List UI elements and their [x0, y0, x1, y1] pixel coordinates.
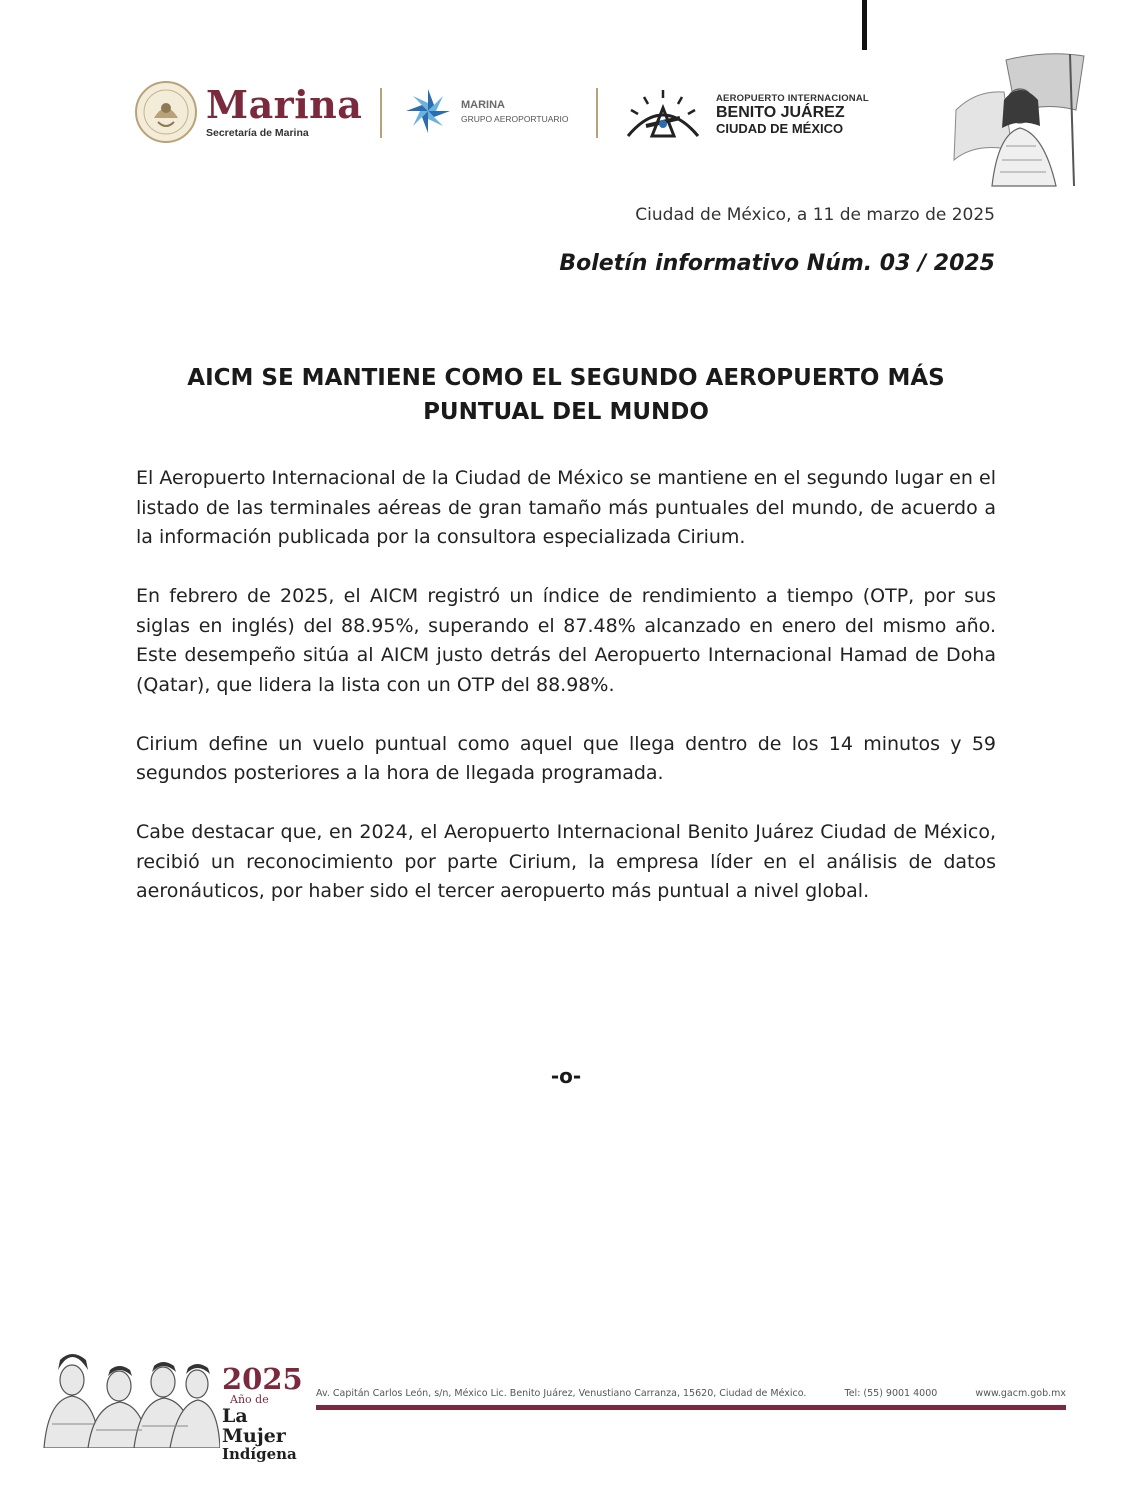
- article-body: [136, 464, 996, 936]
- marina-title: Marina: [206, 82, 363, 127]
- paragraph: Cabe destacar que, en 2024, el Aeropuerto Internacional Benito Juárez Ciudad de México, recibió un reconocimiento por parte Cirium, la empresa líder en el análisis de datos aeronáuticos, por haber sido el tercer aeropuerto más puntual a nivel global.: [136, 821, 996, 902]
- footer-contact: [316, 1388, 1066, 1399]
- footer-website: www.gacm.gob.mx: [975, 1388, 1066, 1399]
- footer-phone: Tel: (55) 9001 4000: [844, 1388, 938, 1399]
- year-number: 2025: [222, 1362, 303, 1396]
- grupo-aeroportuario-logo: [403, 86, 569, 136]
- headline: [136, 361, 996, 429]
- marina-logo: [134, 80, 362, 144]
- marina-subtitle: Secretaría de Marina: [206, 127, 309, 139]
- headline-line2: PUNTUAL DEL MUNDO: [423, 399, 709, 425]
- year-sub: Año de: [230, 1393, 269, 1406]
- year-name-line2: Indígena: [222, 1445, 297, 1463]
- aicm-line1: AEROPUERTO INTERNACIONAL: [716, 92, 869, 104]
- year-slogan: [222, 1364, 312, 1463]
- year-name-line1: La Mujer: [222, 1405, 286, 1447]
- footer-bar: [316, 1405, 1066, 1410]
- pinwheel-logo-icon: [403, 86, 453, 136]
- paragraph: En febrero de 2025, el AICM registró un índice de rendimiento a tiempo (OTP, por sus siglas en inglés) del 88.95%, superando el 87.48% alcanzado en enero del mismo año. Este desempeño sitúa al AICM justo detrás del Aeropuerto Internacional Hamad de Doha (Qatar), que lidera la lista con un OTP del 88.98%.: [136, 585, 996, 696]
- grupo-line2: GRUPO AEROPORTUARIO: [461, 113, 569, 124]
- aicm-line2: BENITO JUÁREZ: [716, 103, 845, 121]
- paragraph: Cirium define un vuelo puntual como aquel que llega dentro de los 14 minutos y 59 segundos posteriores a la hora de llegada programada.: [136, 732, 996, 784]
- headline-line1: AICM SE MANTIENE COMO EL SEGUNDO AEROPUERTO MÁS: [187, 365, 945, 391]
- page-header: [0, 0, 1143, 200]
- footer-address: Av. Capitán Carlos León, s/n, México Lic. Benito Juárez, Venustiano Carranza, 15620, Ciudad de México.: [316, 1388, 807, 1399]
- bulletin-number: Boletín informativo Núm. 03 / 2025: [559, 251, 995, 276]
- aicm-line3: CIUDAD DE MÉXICO: [716, 120, 844, 136]
- aicm-logo: [618, 86, 869, 142]
- aicm-helm-icon: [618, 86, 708, 142]
- date-line: Ciudad de México, a 11 de marzo de 2025: [635, 205, 995, 225]
- grupo-line1: MARINA: [461, 98, 505, 111]
- national-seal-icon: [134, 80, 198, 144]
- header-divider: [596, 88, 598, 138]
- end-mark: -o-: [550, 1064, 582, 1088]
- header-divider: [380, 88, 382, 138]
- paragraph: El Aeropuerto Internacional de la Ciudad de México se mantiene en el segundo lugar en el listado de las terminales aéreas de gran tamaño más puntuales del mundo, de acuerdo a la información publicada por la consultora especializada Cirium.: [136, 467, 996, 548]
- indigenous-women-illustration: [42, 1340, 220, 1448]
- woman-with-flag-illustration: [946, 50, 1086, 188]
